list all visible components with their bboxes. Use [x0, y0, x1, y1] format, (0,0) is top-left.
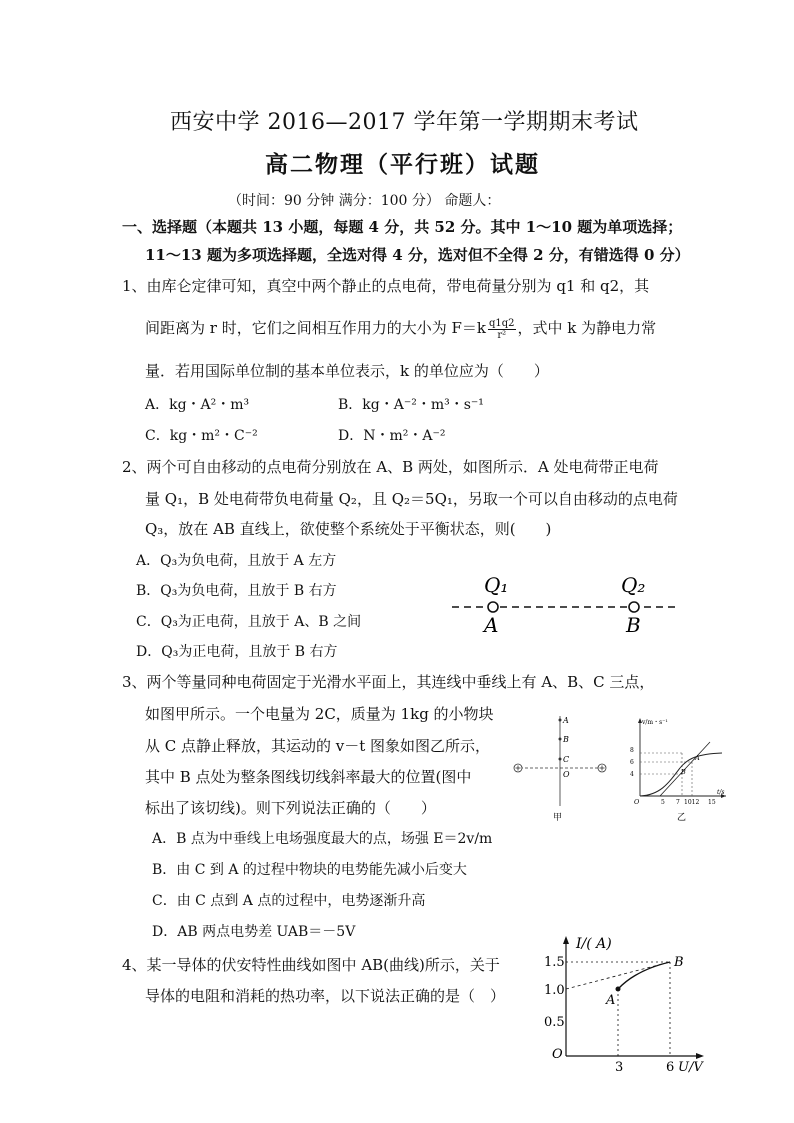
point-b-label: B — [626, 613, 641, 637]
q3-option-d[interactable]: D．AB 两点电势差 UAB＝－5V — [152, 924, 356, 940]
section-heading-line1: 一、选择题（本题共 13 小题，每题 4 分，共 52 分。其中 1～10 题为单项选择； — [122, 218, 683, 236]
jia-label-o: O — [563, 770, 570, 779]
exam-subtitle: 高二物理（平行班）试题 — [265, 151, 540, 178]
charge-b-marker — [629, 602, 639, 612]
q3-option-a[interactable]: A．B 点为中垂线上电场强度最大的点，场强 E＝2v/m — [152, 831, 493, 847]
vt-origin: O — [634, 798, 640, 806]
vt-y-label: v/m・s⁻¹ — [642, 719, 668, 726]
q3-line1: 3、两个等量同种电荷固定于光滑水平面上，其连线中垂线上有 A、B、C 三点， — [122, 673, 655, 691]
vt-xtick-7: 7 — [676, 799, 680, 806]
fraction-denominator: r² — [497, 329, 507, 341]
vt-xtick-1012: 1012 — [684, 799, 700, 806]
iv-label-a: A — [606, 993, 616, 1008]
vt-label-a: A — [695, 754, 700, 762]
point-a-label: A — [484, 613, 499, 637]
iv-point-a — [616, 987, 621, 992]
q2-charge-diagram — [440, 570, 690, 640]
q3-figure-jia — [508, 712, 612, 824]
q2-option-b[interactable]: B．Q₃为负电荷，且放于 B 右方 — [136, 583, 337, 599]
point-b — [559, 738, 562, 741]
iv-ytick-1.5: 1.5 — [544, 955, 565, 970]
iv-x-label: U/V — [678, 1060, 703, 1075]
vt-ytick-8: 8 — [630, 747, 634, 754]
iv-xtick-6: 6 — [666, 1060, 675, 1075]
iv-y-label: I/( A) — [576, 936, 612, 952]
q1-option-b[interactable]: B．kg・A⁻²・m³・s⁻¹ — [338, 397, 484, 413]
vt-xtick-5: 5 — [661, 799, 665, 806]
jia-caption: 甲 — [553, 813, 563, 823]
q2-option-a[interactable]: A．Q₃为负电荷，且放于 A 左方 — [136, 553, 337, 569]
q2-option-d[interactable]: D．Q₃为正电荷，且放于 B 右方 — [136, 644, 338, 660]
vt-xtick-15: 15 — [708, 799, 716, 806]
q1-line3: 量．若用国际单位制的基本单位表示，k 的单位应为（ ） — [145, 362, 549, 380]
section-heading-line2: 11～13 题为多项选择题，全选对得 4 分，选对但不全得 2 分，有错选得 0 分） — [145, 246, 690, 264]
iv-label-b: B — [674, 955, 684, 970]
coulomb-fraction — [488, 318, 516, 341]
iv-ytick-0.5: 0.5 — [544, 1015, 565, 1030]
q2-line1: 2、两个可自由移动的点电荷分别放在 A、B 两处，如图所示．A 处电荷带正电荷 — [122, 458, 659, 476]
exam-info: （时间：90 分钟 满分：100 分） 命题人： — [228, 193, 501, 209]
q4-iv-graph — [540, 930, 720, 1080]
q1-line2-a: 间距离为 r 时，它们之间相互作用力的大小为 F＝k — [145, 319, 486, 337]
q3-line5: 标出了该切线)。则下列说法正确的（ ） — [145, 799, 436, 817]
q4-line1: 4、某一导体的伏安特性曲线如图中 AB(曲线)所示，关于 — [122, 956, 500, 974]
iv-curve-ab — [618, 962, 670, 989]
iv-origin: O — [552, 1047, 563, 1062]
q3-line3: 从 C 点静止释放，其运动的 v－t 图象如图乙所示， — [145, 737, 491, 755]
q1-option-a[interactable]: A．kg・A²・m³ — [145, 397, 250, 413]
q2-line2: 量 Q₁，B 处电荷带负电荷量 Q₂，且 Q₂＝5Q₁，另取一个可以自由移动的点电荷 — [145, 490, 678, 508]
jia-label-c: C — [563, 755, 570, 764]
yi-caption: 乙 — [677, 813, 687, 823]
vt-label-b: B — [681, 768, 686, 776]
vt-ytick-6: 6 — [630, 759, 634, 766]
point-a — [559, 719, 562, 722]
q2-line3: Q₃，放在 AB 直线上，欲使整个系统处于平衡状态，则( ) — [145, 520, 552, 538]
q1-line2 — [145, 317, 656, 341]
jia-label-b: B — [563, 735, 569, 744]
q1-option-c[interactable]: C．kg・m²・C⁻² — [145, 428, 258, 444]
q2-option-c[interactable]: C．Q₃为正电荷，且放于 A、B 之间 — [136, 614, 362, 630]
iv-ytick-1.0: 1.0 — [544, 983, 565, 998]
q3-line2: 如图甲所示。一个电量为 2C，质量为 1kg 的小物块 — [145, 705, 494, 723]
jia-label-a: A — [563, 716, 569, 725]
point-c — [559, 758, 562, 761]
q3-line4: 其中 B 点处为整条图线切线斜率最大的位置(图中 — [145, 768, 472, 786]
q3-figure-yi — [622, 712, 732, 824]
vt-x-label: t/s — [717, 789, 725, 796]
iv-xtick-3: 3 — [615, 1060, 624, 1075]
vt-ytick-4: 4 — [630, 771, 634, 778]
q4-line2: 导体的电阻和消耗的热功率，以下说法正确的是（ ） — [145, 987, 506, 1005]
q1-line2-b: ，式中 k 为静电力常 — [517, 319, 657, 337]
q3-option-c[interactable]: C．由 C 点到 A 点的过程中，电势逐渐升高 — [152, 893, 426, 909]
fraction-numerator: q1q2 — [488, 317, 515, 329]
q3-option-b[interactable]: B．由 C 到 A 的过程中物块的电势能先减小后变大 — [152, 862, 467, 878]
exam-title: 西安中学 2016—2017 学年第一学期期末考试 — [170, 110, 639, 135]
q2-charge-label: Q₂ — [621, 573, 646, 597]
q1-charge-label: Q₁ — [484, 573, 509, 597]
q1-line1: 1、由库仑定律可知，真空中两个静止的点电荷，带电荷量分别为 q1 和 q2，其 — [122, 277, 650, 295]
q1-option-d[interactable]: D．N・m²・A⁻² — [338, 428, 446, 444]
charge-a-marker — [488, 602, 498, 612]
